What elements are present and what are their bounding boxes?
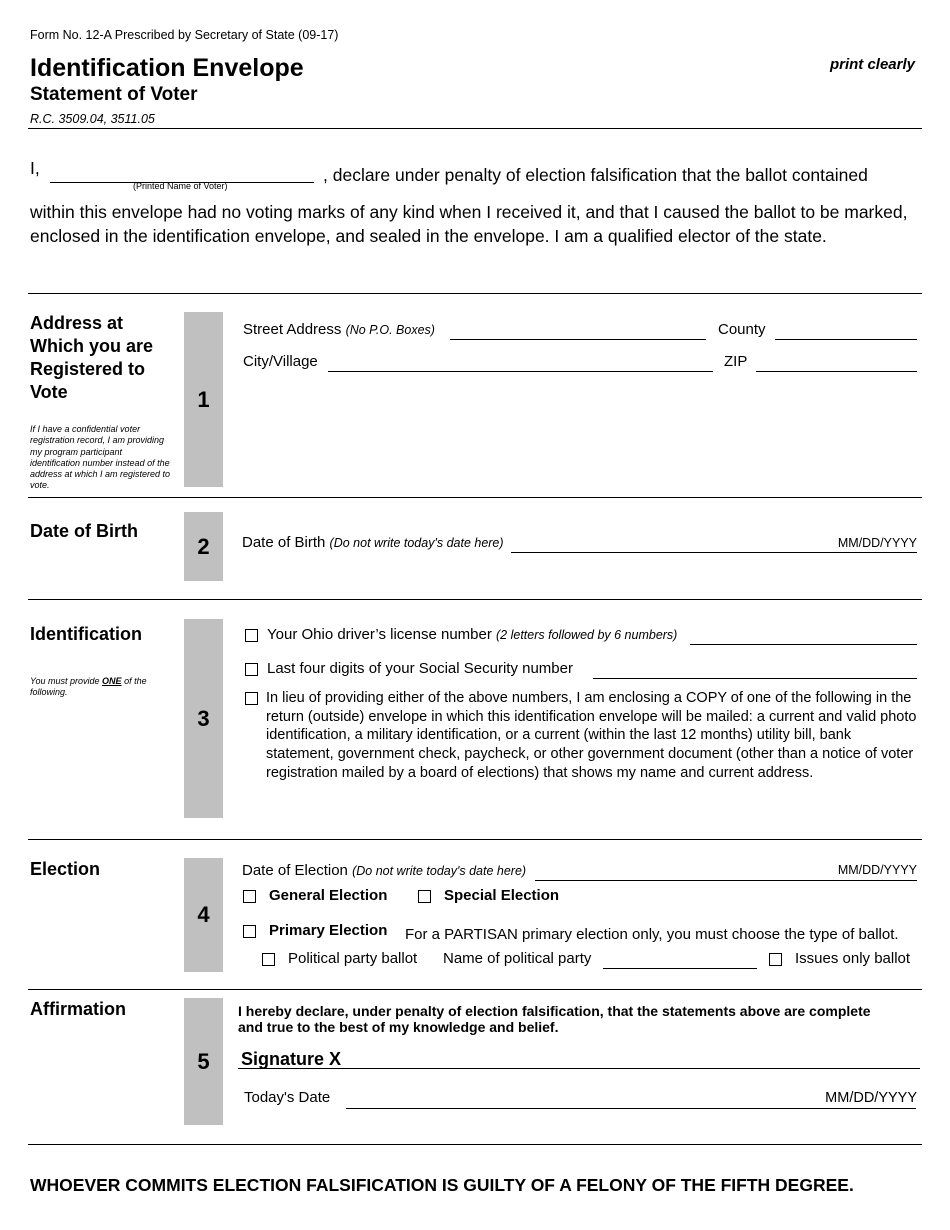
party-name-field[interactable] (603, 968, 757, 969)
special-election-label: Special Election (444, 887, 560, 904)
ssn-checkbox[interactable] (245, 663, 258, 676)
city-field[interactable] (328, 371, 713, 372)
section-2-title: Date of Birth (30, 521, 138, 541)
statute-reference: R.C. 3509.04, 3511.05 (30, 112, 155, 126)
drivers-license-checkbox[interactable] (245, 629, 258, 642)
divider (28, 497, 922, 498)
section-1-note: If I have a confidential voter registration record, I am providing my program participant identification number instead of the address at which I am registered to vote. (30, 424, 171, 491)
today-date-format: MM/DD/YYYY (825, 1090, 917, 1106)
dob-label: Date of Birth (Do not write today's date here) (242, 534, 504, 551)
section-3-number: 3 (184, 619, 223, 818)
zip-label: ZIP (724, 353, 748, 370)
primary-election-checkbox[interactable] (243, 925, 256, 938)
print-clearly-note: print clearly (829, 56, 915, 73)
today-date-field[interactable] (346, 1108, 916, 1109)
general-election-checkbox[interactable] (243, 890, 256, 903)
enclose-copy-text: In lieu of providing either of the above numbers, I am enclosing a COPY of one of the following in the return (outside) envelope in which this identification envelope will be mailed: a current and valid photo identification, a military identification, or a current (within the last 12 months) utility bill, bank statement, government check, paycheck, or other government document (other than a notice of voter registration mailed by a board of elections) that shows my name and current address. (266, 690, 917, 781)
party-name-label: Name of political party (443, 950, 592, 967)
today-date-label: Today's Date (244, 1089, 331, 1106)
election-date-label: Date of Election (Do not write today's date here) (242, 862, 527, 879)
section-5-number: 5 (184, 998, 223, 1125)
county-field[interactable] (775, 339, 917, 340)
enclose-copy-checkbox[interactable] (245, 692, 258, 705)
party-ballot-checkbox[interactable] (262, 953, 275, 966)
election-date-format: MM/DD/YYYY (837, 863, 917, 877)
section-5-title: Affirmation (30, 999, 126, 1019)
primary-note: For a PARTISAN primary election only, you must choose the type of ballot. (405, 926, 899, 943)
intro-statement: within this envelope had no voting marks of any kind when I received it, and that I caused the ballot to be marked, enclosed in the identification envelope, and sealed in the envelope. I am a qualified elector of the state. (30, 202, 908, 246)
signature-field[interactable] (238, 1068, 920, 1069)
section-4-number: 4 (184, 858, 223, 972)
dob-format: MM/DD/YYYY (837, 536, 917, 550)
dob-field[interactable] (511, 552, 917, 553)
signature-label: Signature X (241, 1049, 342, 1069)
divider (28, 599, 922, 600)
drivers-license-label: Your Ohio driver’s license number (2 letters followed by 6 numbers) (267, 626, 678, 643)
city-label: City/Village (243, 353, 318, 370)
affirmation-declaration: I hereby declare, under penalty of election falsification, that the statements above are complete and true to the best of my knowledge and belief. (238, 1003, 871, 1035)
issues-only-checkbox[interactable] (769, 953, 782, 966)
section-3-note: You must provide ONE of the following. (30, 676, 147, 698)
ssn-label: Last four digits of your Social Security number (267, 660, 573, 677)
printed-name-caption: (Printed Name of Voter) (133, 181, 228, 191)
divider (28, 128, 922, 129)
county-label: County (718, 321, 766, 338)
intro-line1: , declare under penalty of election falsification that the ballot contained (323, 165, 868, 185)
zip-field[interactable] (756, 371, 917, 372)
issues-only-label: Issues only ballot (795, 950, 911, 967)
general-election-label: General Election (269, 887, 388, 904)
street-address-field[interactable] (450, 339, 706, 340)
section-4-title: Election (30, 859, 101, 879)
divider (28, 293, 922, 294)
street-address-label: Street Address (No P.O. Boxes) (243, 321, 435, 338)
party-ballot-label: Political party ballot (288, 950, 418, 967)
divider (28, 1144, 922, 1145)
felony-warning: WHOEVER COMMITS ELECTION FALSIFICATION IS GUILTY OF A FELONY OF THE FIFTH DEGREE. (30, 1175, 854, 1195)
divider (28, 839, 922, 840)
section-1-number: 1 (184, 312, 223, 487)
intro-i: I, (30, 158, 40, 178)
ssn-field[interactable] (593, 678, 917, 679)
form-number: Form No. 12-A Prescribed by Secretary of State (09-17) (30, 28, 339, 42)
section-1-title: Address at Which you are Registered to Vote (30, 313, 154, 402)
election-date-field[interactable] (535, 880, 917, 881)
special-election-checkbox[interactable] (418, 890, 431, 903)
drivers-license-field[interactable] (690, 644, 917, 645)
primary-election-label: Primary Election (269, 922, 388, 939)
page-subtitle: Statement of Voter (30, 84, 198, 105)
section-2-number: 2 (184, 512, 223, 581)
section-3-title: Identification (30, 624, 142, 644)
page-title: Identification Envelope (30, 54, 304, 82)
divider (28, 989, 922, 990)
